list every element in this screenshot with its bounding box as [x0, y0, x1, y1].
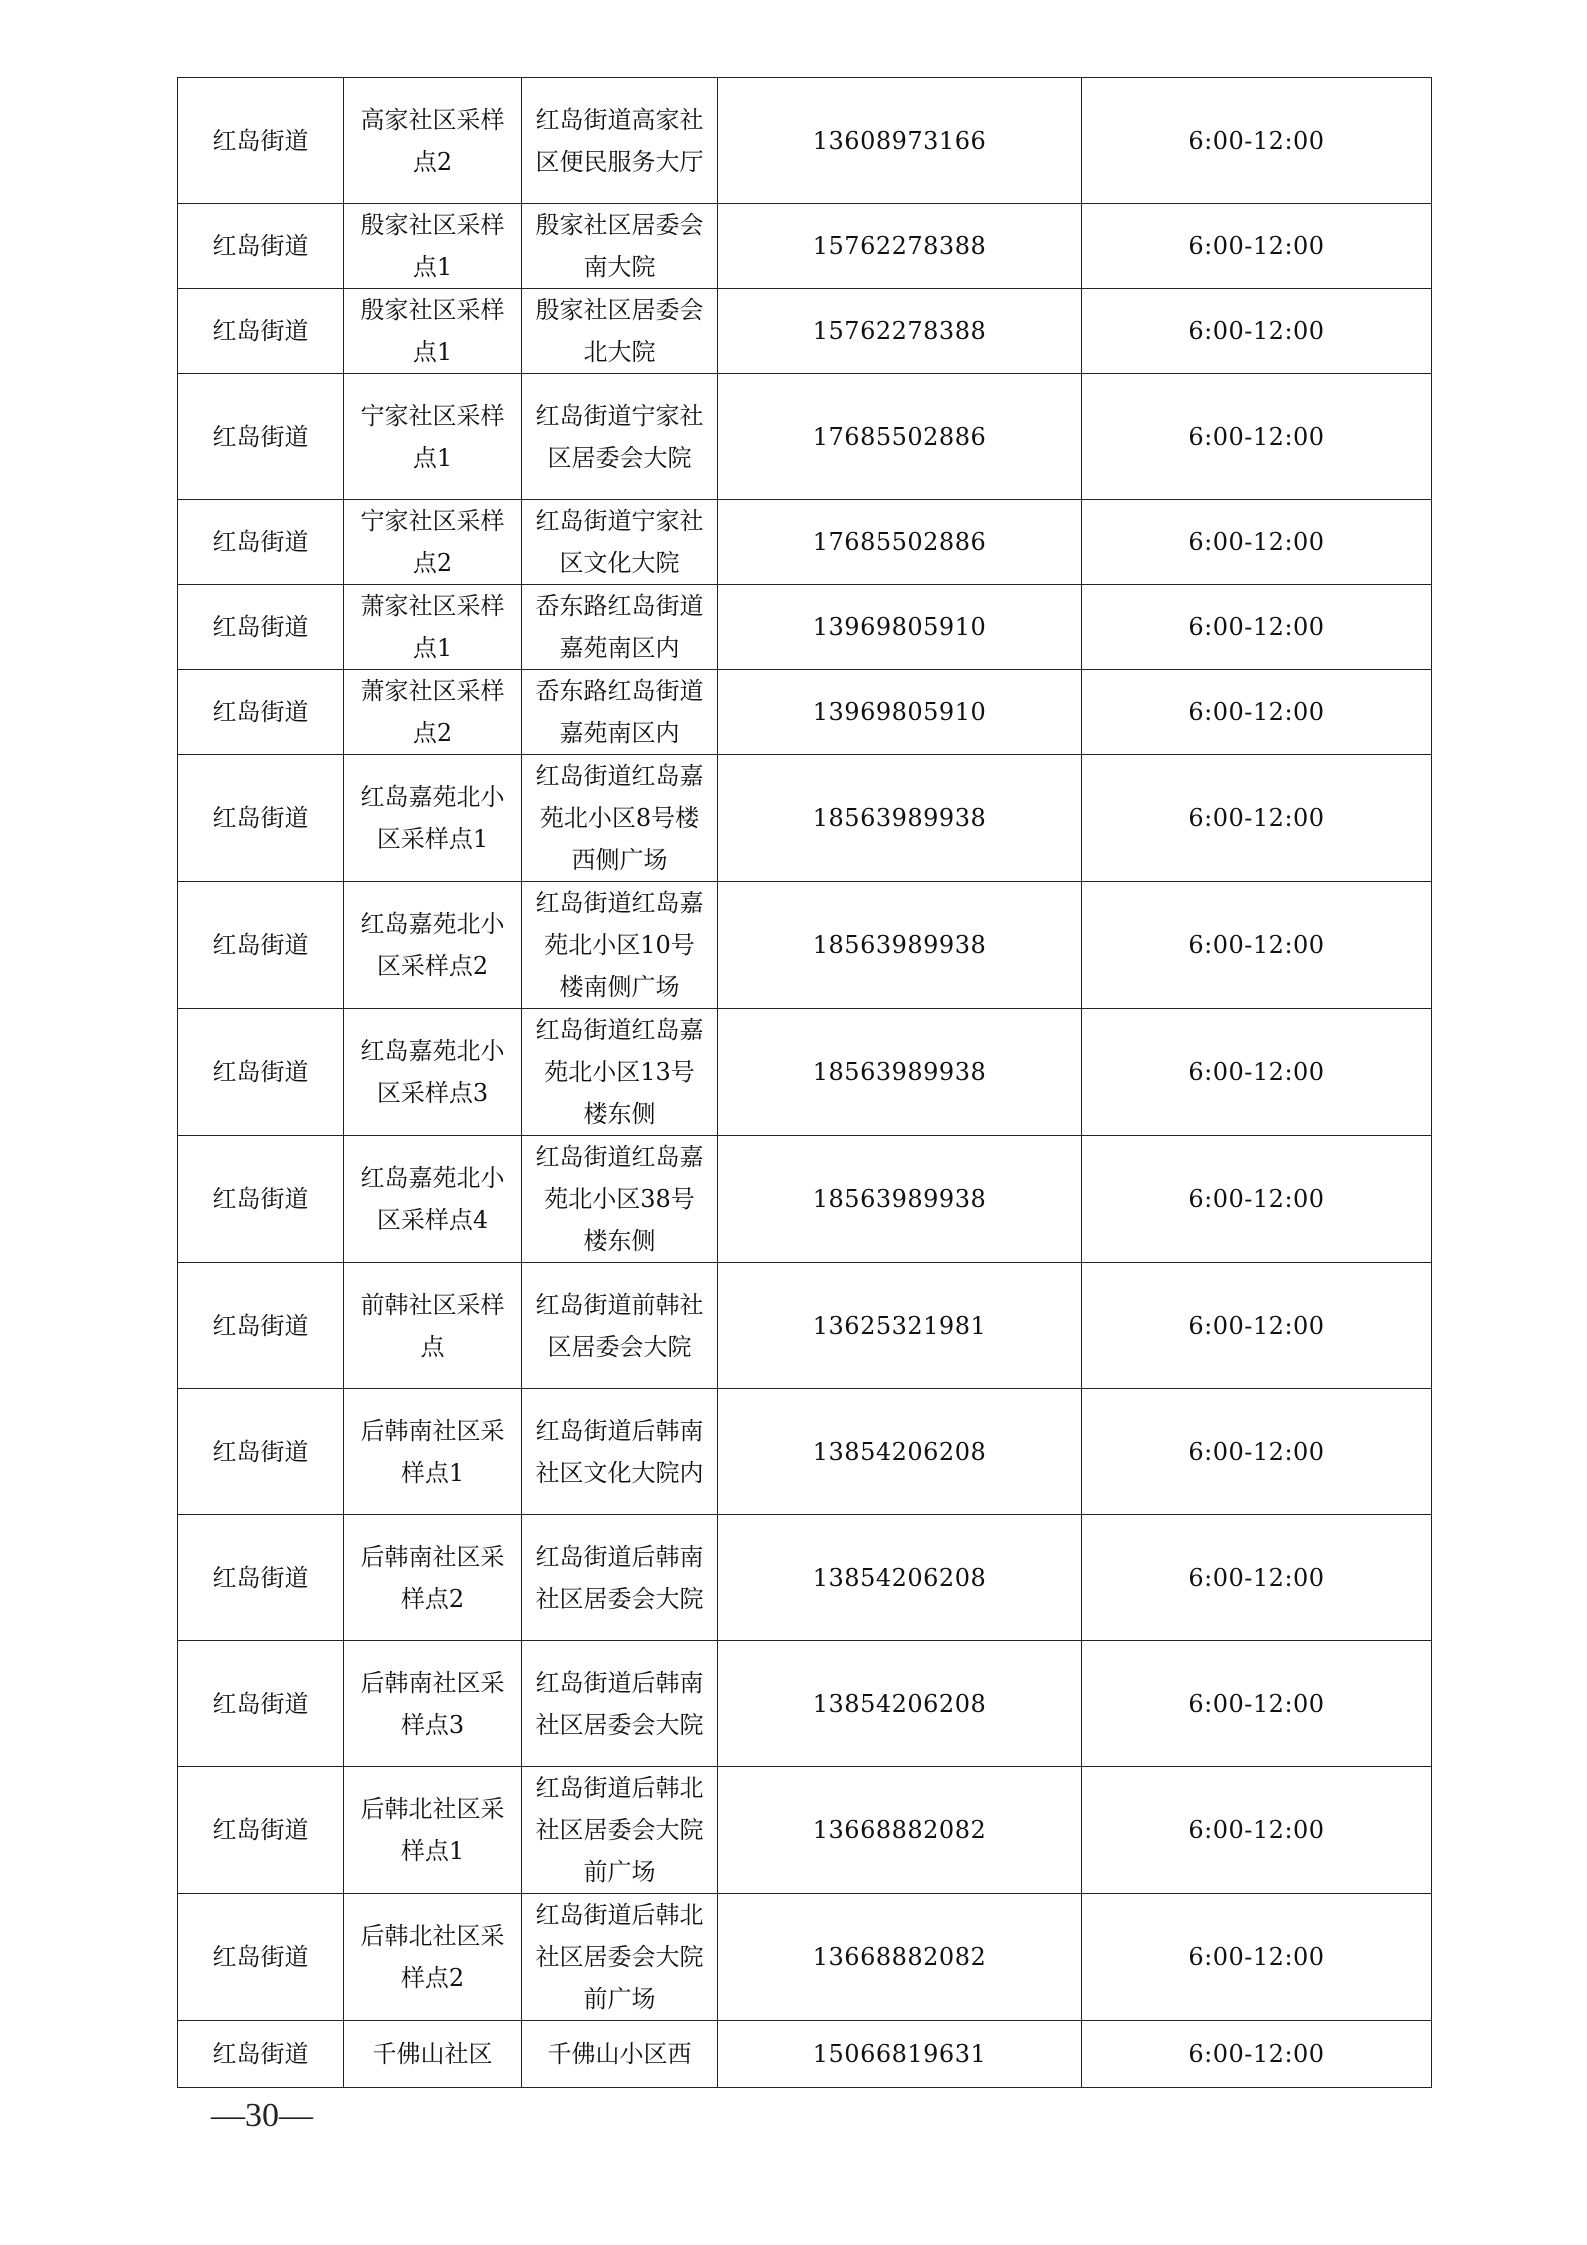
hours-cell: 6:00-12:00 — [1082, 755, 1432, 882]
hours-cell: 6:00-12:00 — [1082, 78, 1432, 204]
street-cell: 红岛街道 — [178, 204, 344, 289]
phone-cell: 13854206208 — [718, 1515, 1082, 1641]
table-row — [178, 289, 1432, 374]
phone-cell: 15066819631 — [718, 2021, 1082, 2088]
address-cell: 岙东路红岛街道嘉苑南区内 — [522, 585, 718, 670]
phone-cell: 18563989938 — [718, 1009, 1082, 1136]
phone-cell: 13668882082 — [718, 1767, 1082, 1894]
phone-cell: 13854206208 — [718, 1389, 1082, 1515]
table-row — [178, 1767, 1432, 1894]
street-cell: 红岛街道 — [178, 755, 344, 882]
site-name-cell: 萧家社区采样点2 — [344, 670, 522, 755]
street-cell: 红岛街道 — [178, 500, 344, 585]
address-cell: 红岛街道后韩南社区居委会大院 — [522, 1515, 718, 1641]
site-name-cell: 后韩北社区采样点2 — [344, 1894, 522, 2021]
site-name-cell: 后韩南社区采样点3 — [344, 1641, 522, 1767]
street-cell: 红岛街道 — [178, 1515, 344, 1641]
table-row — [178, 1641, 1432, 1767]
address-cell: 红岛街道高家社区便民服务大厅 — [522, 78, 718, 204]
site-name-cell: 千佛山社区 — [344, 2021, 522, 2088]
site-name-cell: 红岛嘉苑北小区采样点4 — [344, 1136, 522, 1263]
site-name-cell: 殷家社区采样点1 — [344, 289, 522, 374]
phone-cell: 13969805910 — [718, 670, 1082, 755]
site-name-cell: 殷家社区采样点1 — [344, 204, 522, 289]
table-row — [178, 500, 1432, 585]
site-name-cell: 萧家社区采样点1 — [344, 585, 522, 670]
table-row — [178, 670, 1432, 755]
address-cell: 红岛街道后韩南社区文化大院内 — [522, 1389, 718, 1515]
site-name-cell: 高家社区采样点2 — [344, 78, 522, 204]
hours-cell: 6:00-12:00 — [1082, 882, 1432, 1009]
table-row — [178, 1009, 1432, 1136]
site-name-cell: 红岛嘉苑北小区采样点3 — [344, 1009, 522, 1136]
street-cell: 红岛街道 — [178, 2021, 344, 2088]
hours-cell: 6:00-12:00 — [1082, 1515, 1432, 1641]
hours-cell: 6:00-12:00 — [1082, 1263, 1432, 1389]
street-cell: 红岛街道 — [178, 1894, 344, 2021]
site-name-cell: 后韩南社区采样点1 — [344, 1389, 522, 1515]
hours-cell: 6:00-12:00 — [1082, 374, 1432, 500]
site-name-cell: 后韩北社区采样点1 — [344, 1767, 522, 1894]
hours-cell: 6:00-12:00 — [1082, 1641, 1432, 1767]
table-row — [178, 1263, 1432, 1389]
phone-cell: 13854206208 — [718, 1641, 1082, 1767]
street-cell: 红岛街道 — [178, 882, 344, 1009]
hours-cell: 6:00-12:00 — [1082, 1894, 1432, 2021]
table-row — [178, 374, 1432, 500]
phone-cell: 18563989938 — [718, 1136, 1082, 1263]
hours-cell: 6:00-12:00 — [1082, 2021, 1432, 2088]
phone-cell: 15762278388 — [718, 289, 1082, 374]
table-row — [178, 204, 1432, 289]
address-cell: 红岛街道前韩社区居委会大院 — [522, 1263, 718, 1389]
phone-cell: 18563989938 — [718, 882, 1082, 1009]
address-cell: 殷家社区居委会北大院 — [522, 289, 718, 374]
address-cell: 红岛街道宁家社区文化大院 — [522, 500, 718, 585]
address-cell: 红岛街道红岛嘉苑北小区10号楼南侧广场 — [522, 882, 718, 1009]
table-row — [178, 585, 1432, 670]
street-cell: 红岛街道 — [178, 670, 344, 755]
address-cell: 红岛街道后韩南社区居委会大院 — [522, 1641, 718, 1767]
hours-cell: 6:00-12:00 — [1082, 1136, 1432, 1263]
phone-cell: 13668882082 — [718, 1894, 1082, 2021]
page-number: —30— — [211, 2097, 313, 2134]
phone-cell: 13969805910 — [718, 585, 1082, 670]
phone-cell: 15762278388 — [718, 204, 1082, 289]
site-name-cell: 宁家社区采样点2 — [344, 500, 522, 585]
street-cell: 红岛街道 — [178, 1767, 344, 1894]
table-body — [178, 78, 1432, 2088]
street-cell: 红岛街道 — [178, 1263, 344, 1389]
table-row — [178, 1389, 1432, 1515]
table-row — [178, 882, 1432, 1009]
table-row — [178, 1515, 1432, 1641]
table-row — [178, 1894, 1432, 2021]
phone-cell: 13625321981 — [718, 1263, 1082, 1389]
address-cell: 红岛街道红岛嘉苑北小区13号楼东侧 — [522, 1009, 718, 1136]
sampling-site-table-container — [177, 77, 1431, 2088]
hours-cell: 6:00-12:00 — [1082, 1767, 1432, 1894]
table-row — [178, 2021, 1432, 2088]
phone-cell: 13608973166 — [718, 78, 1082, 204]
address-cell: 殷家社区居委会南大院 — [522, 204, 718, 289]
table-row — [178, 1136, 1432, 1263]
street-cell: 红岛街道 — [178, 374, 344, 500]
sampling-site-table — [177, 77, 1432, 2088]
phone-cell: 17685502886 — [718, 500, 1082, 585]
table-row — [178, 78, 1432, 204]
street-cell: 红岛街道 — [178, 289, 344, 374]
street-cell: 红岛街道 — [178, 1009, 344, 1136]
hours-cell: 6:00-12:00 — [1082, 670, 1432, 755]
street-cell: 红岛街道 — [178, 78, 344, 204]
address-cell: 红岛街道红岛嘉苑北小区8号楼西侧广场 — [522, 755, 718, 882]
site-name-cell: 宁家社区采样点1 — [344, 374, 522, 500]
address-cell: 岙东路红岛街道嘉苑南区内 — [522, 670, 718, 755]
phone-cell: 18563989938 — [718, 755, 1082, 882]
street-cell: 红岛街道 — [178, 585, 344, 670]
table-row — [178, 755, 1432, 882]
address-cell: 红岛街道后韩北社区居委会大院前广场 — [522, 1894, 718, 2021]
hours-cell: 6:00-12:00 — [1082, 585, 1432, 670]
hours-cell: 6:00-12:00 — [1082, 289, 1432, 374]
site-name-cell: 红岛嘉苑北小区采样点2 — [344, 882, 522, 1009]
address-cell: 千佛山小区西 — [522, 2021, 718, 2088]
address-cell: 红岛街道宁家社区居委会大院 — [522, 374, 718, 500]
site-name-cell: 后韩南社区采样点2 — [344, 1515, 522, 1641]
street-cell: 红岛街道 — [178, 1136, 344, 1263]
hours-cell: 6:00-12:00 — [1082, 204, 1432, 289]
address-cell: 红岛街道红岛嘉苑北小区38号楼东侧 — [522, 1136, 718, 1263]
address-cell: 红岛街道后韩北社区居委会大院前广场 — [522, 1767, 718, 1894]
hours-cell: 6:00-12:00 — [1082, 1389, 1432, 1515]
street-cell: 红岛街道 — [178, 1389, 344, 1515]
phone-cell: 17685502886 — [718, 374, 1082, 500]
hours-cell: 6:00-12:00 — [1082, 1009, 1432, 1136]
street-cell: 红岛街道 — [178, 1641, 344, 1767]
site-name-cell: 红岛嘉苑北小区采样点1 — [344, 755, 522, 882]
hours-cell: 6:00-12:00 — [1082, 500, 1432, 585]
site-name-cell: 前韩社区采样点 — [344, 1263, 522, 1389]
